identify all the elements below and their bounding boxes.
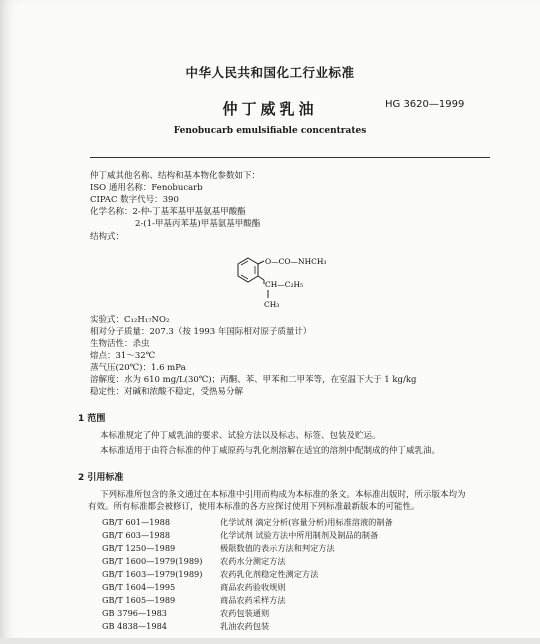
property-line: 仲丁威其他名称、结构和基本物化参数如下：: [90, 171, 261, 181]
property-line: 稳定性：对碱和浓酸不稳定，受热易分解: [90, 387, 244, 397]
reference-title: 极限数值的表示方法和判定方法: [220, 543, 335, 553]
section-heading-scope: 1 范围: [78, 414, 106, 424]
reference-title: 化学试剂 滴定分析(容量分析)用标准溶液的制备: [220, 517, 393, 527]
reference-code: GB/T 1250—1989: [102, 543, 176, 553]
reference-title: 商品农药采样方法: [220, 595, 286, 605]
structure-ester-group: O—CO—NHCH₃: [265, 257, 327, 266]
reference-item: [102, 517, 393, 528]
document-title: 仲丁威乳油: [222, 100, 318, 118]
property-line: 蒸气压(20℃)：1.6 mPa: [90, 363, 186, 373]
reference-item: [102, 569, 318, 580]
property-line: CIPAC 数字代号：390: [90, 195, 179, 205]
property-line: 熔点：31～32℃: [90, 351, 156, 361]
reference-code: GB/T 1603—1979(1989): [102, 569, 203, 579]
scope-paragraph: 本标准规定了仲丁威乳油的要求、试验方法以及标志、标签、包装及贮运。: [100, 431, 381, 441]
document-code: HG 3620—1999: [385, 99, 465, 110]
structural-formula: [232, 254, 362, 310]
property-line: 结构式：: [90, 232, 125, 242]
property-line: 实验式：C₁₂H₁₇NO₂: [90, 315, 170, 325]
structure-side-chain: CH—C₂H₅: [265, 280, 304, 289]
reference-title: 农药乳化剂稳定性测定方法: [220, 569, 319, 579]
reference-item: [102, 621, 269, 632]
reference-title: 化学试剂 试验方法中所用制剂及制品的制备: [220, 530, 379, 540]
reference-code: GB/T 601—1988: [102, 517, 171, 527]
reference-item: [102, 595, 286, 606]
references-intro: 下列标准所包含的条文通过在本标准中引用而构成为本标准的条文。本标准出版时，所示版本均为: [100, 490, 466, 500]
property-line: 生物活性：杀虫: [90, 339, 150, 349]
english-title: Fenobucarb emulsifiable concentrates: [173, 126, 367, 136]
reference-code: GB/T 1604—1995: [102, 582, 176, 592]
reference-code: GB/T 1600—1979(1989): [102, 556, 203, 566]
reference-item: [102, 556, 286, 567]
reference-code: GB 3796—1983: [102, 608, 168, 618]
property-line: 相对分子质量：207.3（按 1993 年国际相对原子质量计）: [90, 327, 312, 337]
reference-item: [102, 582, 286, 593]
header-rule: [90, 157, 490, 158]
reference-item: [102, 543, 335, 554]
reference-item: [102, 608, 269, 619]
reference-code: GB 4838—1984: [102, 621, 168, 631]
structure-methyl: CH₃: [264, 300, 280, 309]
reference-code: GB/T 1605—1989: [102, 595, 176, 605]
reference-title: 农药包装通则: [220, 608, 270, 618]
property-line: 溶解度：水为 610 mg/L(30℃)；丙酮、苯、甲苯和二甲苯等，在室温下大于 1 kg/kg: [90, 375, 417, 385]
property-line: ISO 通用名称：Fenobucarb: [90, 183, 203, 193]
page-bottom-edge: [0, 638, 540, 644]
reference-code: GB/T 603—1988: [102, 530, 171, 540]
references-intro: 有效。所有标准都会被修订，使用本标准的各方应探讨使用下列标准最新版本的可能性。: [88, 502, 420, 512]
property-line: 2-(1-甲基丙苯基)甲基氨基甲酸酯: [135, 219, 261, 229]
reference-item: [102, 530, 378, 541]
standard-title: 中华人民共和国化工行业标准: [185, 65, 355, 80]
reference-title: 乳油农药包装: [220, 621, 270, 631]
section-heading-references: 2 引用标准: [78, 473, 124, 483]
scope-paragraph: 本标准适用于由符合标准的仲丁威原药与乳化剂溶解在适宜的溶剂中配制成的仲丁威乳油。: [100, 446, 441, 456]
reference-title: 商品农药验收规则: [220, 582, 286, 592]
property-line: 化学名称：2-仲-丁基苯基甲基氨基甲酸酯: [90, 207, 246, 217]
reference-title: 农药水分测定方法: [220, 556, 286, 566]
